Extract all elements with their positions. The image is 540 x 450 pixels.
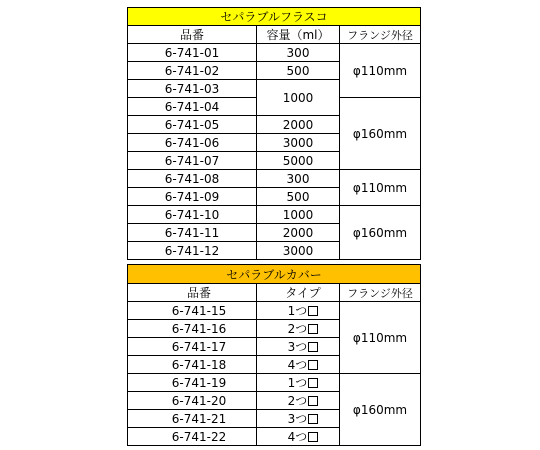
capacity-cell: 500 bbox=[257, 62, 340, 80]
part-number-cell: 6-741-09 bbox=[128, 188, 257, 206]
square-box-icon bbox=[308, 324, 318, 334]
square-box-icon bbox=[308, 396, 318, 406]
capacity-cell: 300 bbox=[257, 170, 340, 188]
header-flange-diameter: フランジ外径 bbox=[340, 284, 421, 302]
table-row bbox=[128, 44, 421, 62]
type-label: 1つ bbox=[287, 376, 308, 390]
part-number-cell: 6-741-12 bbox=[128, 242, 257, 260]
type-label: 3つ bbox=[287, 412, 308, 426]
table-row bbox=[128, 206, 421, 224]
capacity-cell: 5000 bbox=[257, 152, 340, 170]
cover-title-row bbox=[128, 265, 421, 284]
type-cell bbox=[257, 356, 340, 374]
square-box-icon bbox=[308, 360, 318, 370]
capacity-cell: 3000 bbox=[257, 242, 340, 260]
part-number-cell: 6-741-19 bbox=[128, 374, 257, 392]
part-number-cell: 6-741-17 bbox=[128, 338, 257, 356]
flask-table-title: セパラブルフラスコ bbox=[128, 8, 421, 26]
header-part-number: 品番 bbox=[128, 284, 257, 302]
type-label: 3つ bbox=[287, 340, 308, 354]
header-capacity: 容量（ml） bbox=[257, 26, 340, 44]
cover-table-title: セパラブルカバー bbox=[128, 265, 421, 284]
part-number-cell: 6-741-08 bbox=[128, 170, 257, 188]
part-number-cell: 6-741-06 bbox=[128, 134, 257, 152]
part-number-cell: 6-741-05 bbox=[128, 116, 257, 134]
square-box-icon bbox=[308, 378, 318, 388]
type-label: 4つ bbox=[287, 430, 308, 444]
part-number-cell: 6-741-16 bbox=[128, 320, 257, 338]
type-cell bbox=[257, 320, 340, 338]
type-cell bbox=[257, 338, 340, 356]
table-row bbox=[128, 302, 421, 320]
capacity-cell: 500 bbox=[257, 188, 340, 206]
part-number-cell: 6-741-15 bbox=[128, 302, 257, 320]
part-number-cell: 6-741-11 bbox=[128, 224, 257, 242]
header-flange-diameter: フランジ外径 bbox=[340, 26, 421, 44]
part-number-cell: 6-741-03 bbox=[128, 80, 257, 98]
capacity-cell: 2000 bbox=[257, 224, 340, 242]
flange-diameter-cell: φ160mm bbox=[340, 206, 421, 260]
cover-spec-table bbox=[127, 264, 421, 446]
part-number-cell: 6-741-01 bbox=[128, 44, 257, 62]
square-box-icon bbox=[308, 342, 318, 352]
part-number-cell: 6-741-07 bbox=[128, 152, 257, 170]
part-number-cell: 6-741-18 bbox=[128, 356, 257, 374]
square-box-icon bbox=[308, 414, 318, 424]
type-cell bbox=[257, 392, 340, 410]
flange-diameter-cell: φ160mm bbox=[340, 374, 421, 446]
capacity-cell: 1000 bbox=[257, 206, 340, 224]
capacity-cell: 3000 bbox=[257, 134, 340, 152]
type-cell bbox=[257, 302, 340, 320]
part-number-cell: 6-741-10 bbox=[128, 206, 257, 224]
flange-diameter-cell: φ110mm bbox=[340, 302, 421, 374]
flange-diameter-cell: φ110mm bbox=[340, 170, 421, 206]
type-label: 2つ bbox=[287, 394, 308, 408]
type-label: 4つ bbox=[287, 358, 308, 372]
flange-diameter-cell: φ110mm bbox=[340, 44, 421, 98]
part-number-cell: 6-741-22 bbox=[128, 428, 257, 446]
flask-title-row bbox=[128, 8, 421, 26]
flask-header-row bbox=[128, 26, 421, 44]
flange-diameter-cell: φ160mm bbox=[340, 98, 421, 170]
cover-header-row bbox=[128, 284, 421, 302]
capacity-cell: 300 bbox=[257, 44, 340, 62]
capacity-cell: 1000 bbox=[257, 80, 340, 116]
flask-spec-table bbox=[127, 7, 421, 260]
part-number-cell: 6-741-20 bbox=[128, 392, 257, 410]
type-cell bbox=[257, 410, 340, 428]
square-box-icon bbox=[308, 432, 318, 442]
table-row bbox=[128, 374, 421, 392]
type-cell bbox=[257, 374, 340, 392]
header-type: タイプ bbox=[257, 284, 340, 302]
part-number-cell: 6-741-02 bbox=[128, 62, 257, 80]
type-label: 1つ bbox=[287, 304, 308, 318]
type-cell bbox=[257, 428, 340, 446]
capacity-cell: 2000 bbox=[257, 116, 340, 134]
table-row bbox=[128, 170, 421, 188]
type-label: 2つ bbox=[287, 322, 308, 336]
header-part-number: 品番 bbox=[128, 26, 257, 44]
part-number-cell: 6-741-04 bbox=[128, 98, 257, 116]
part-number-cell: 6-741-21 bbox=[128, 410, 257, 428]
square-box-icon bbox=[308, 306, 318, 316]
